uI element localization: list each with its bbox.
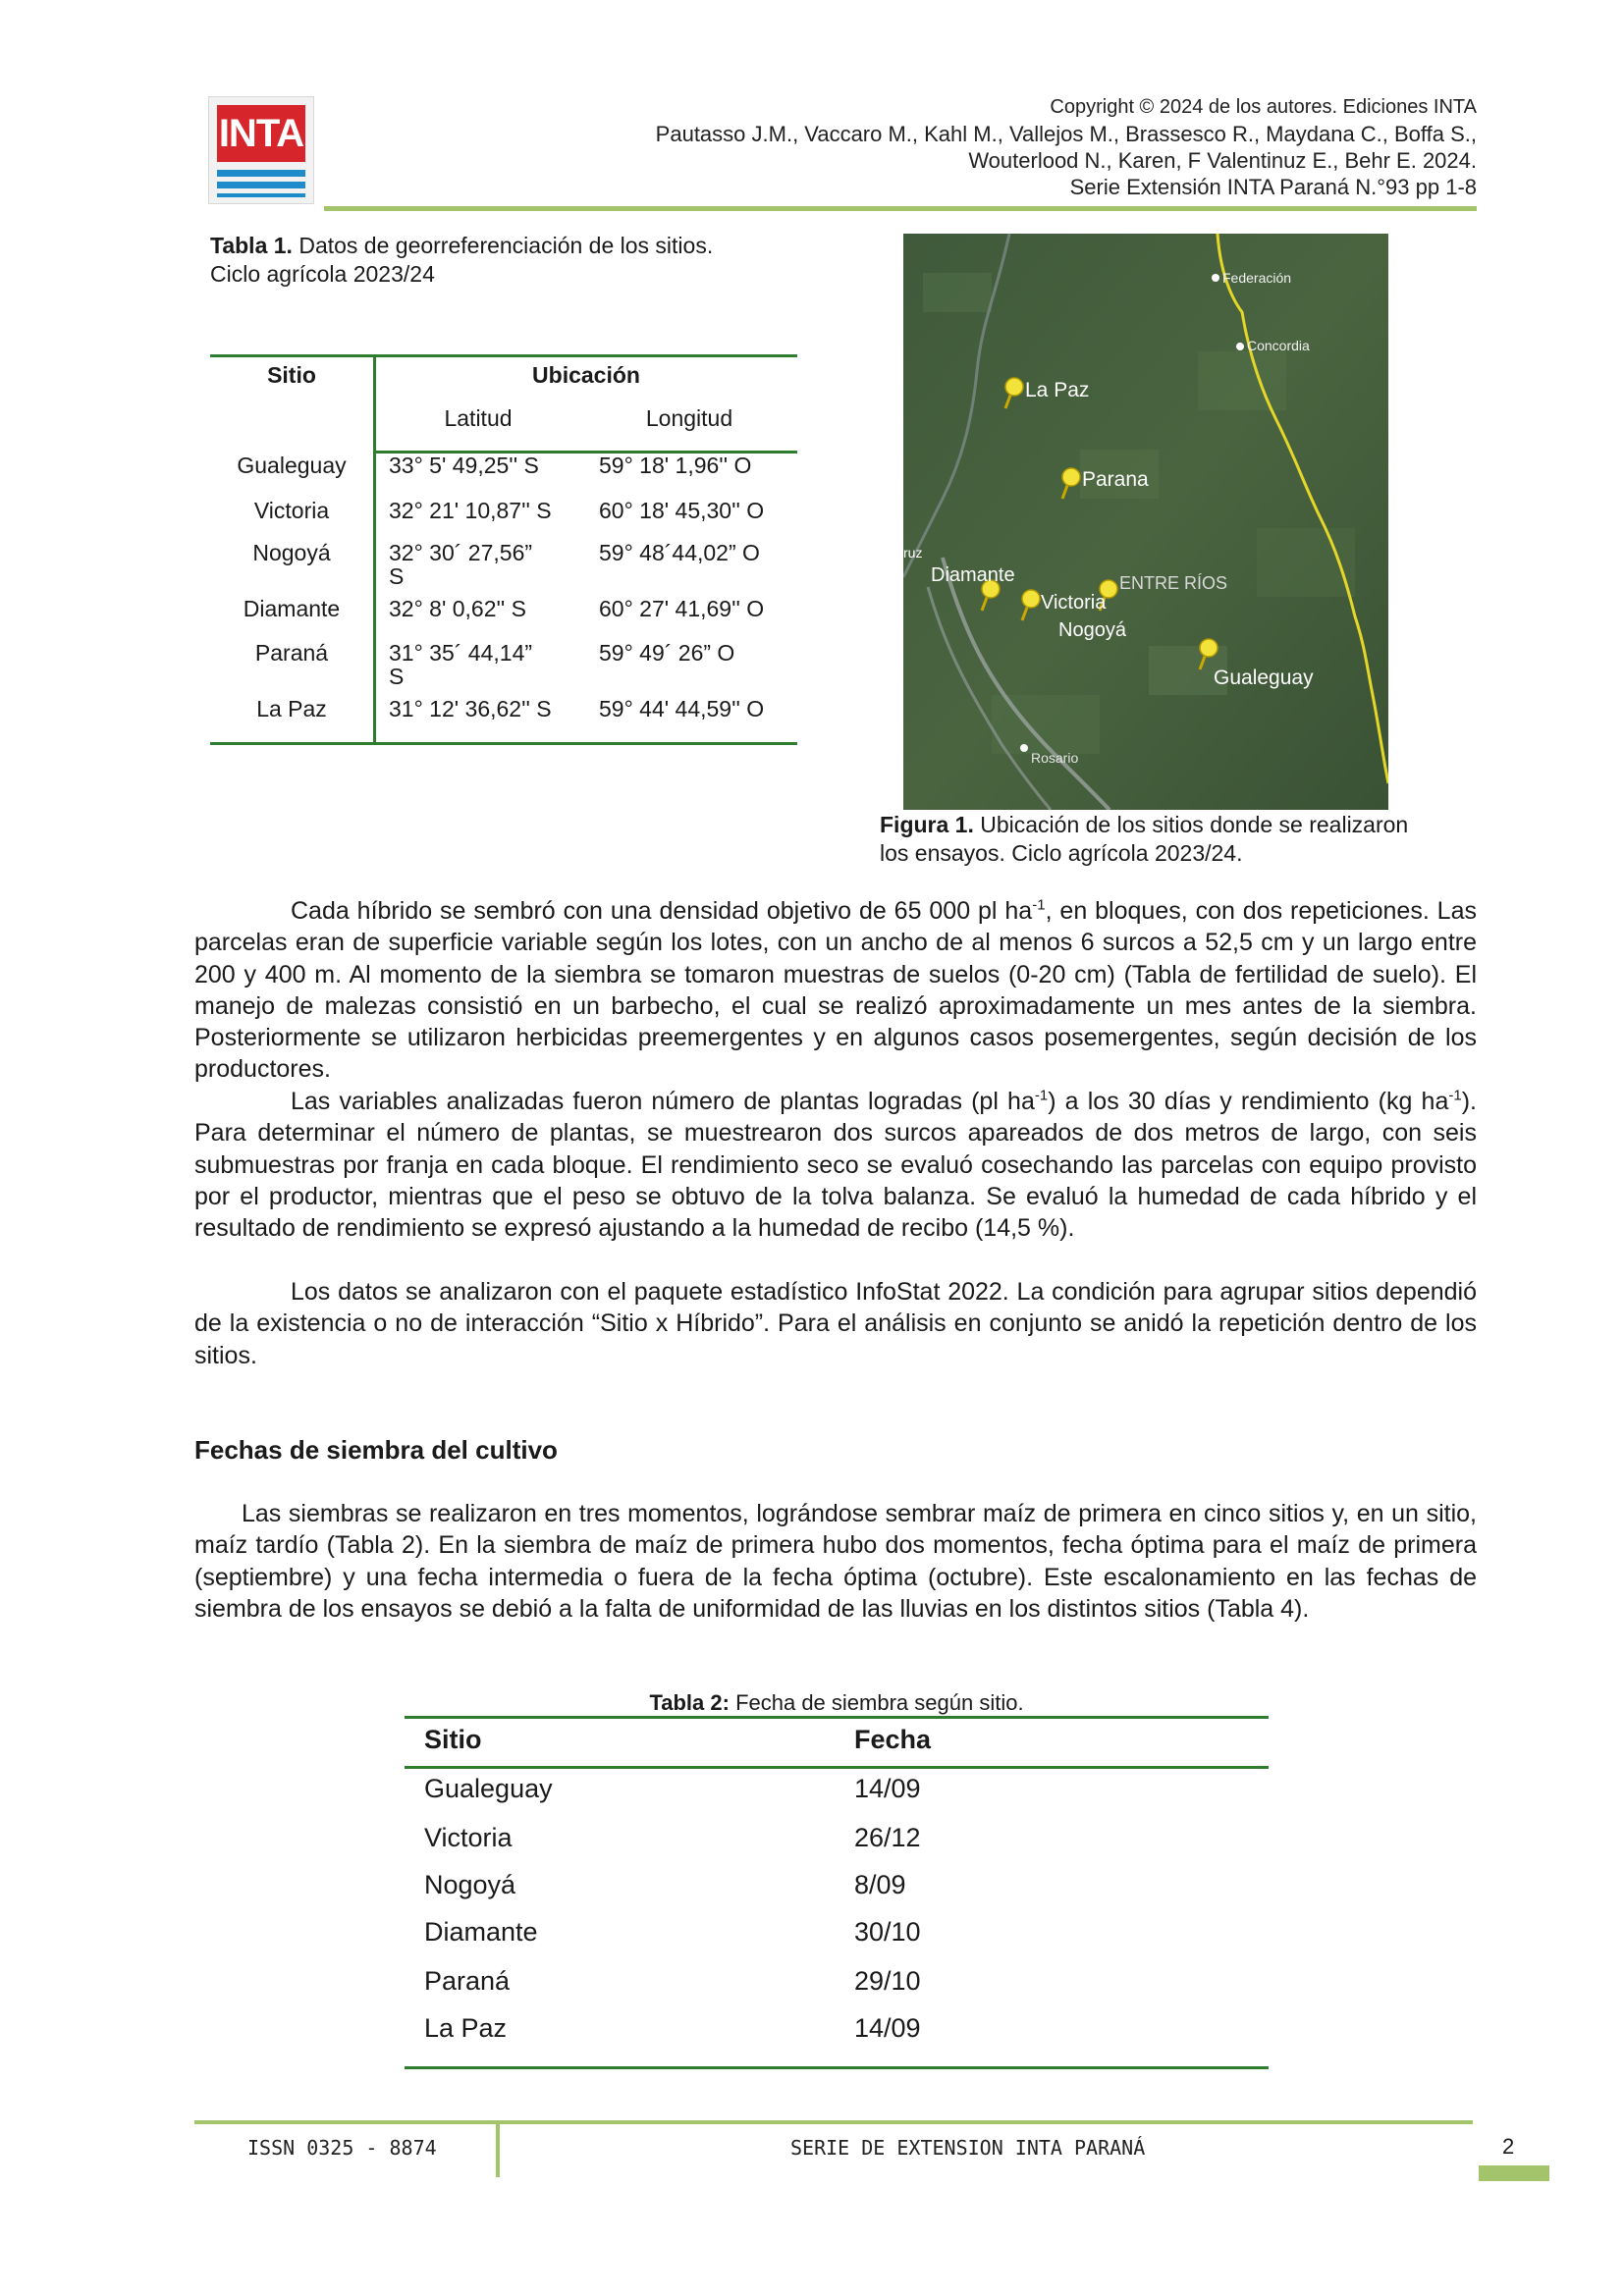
table1-lon: 59° 18' 1,96'' O (599, 453, 752, 478)
table1-top-rule (210, 354, 797, 357)
map-land (903, 234, 1388, 810)
table1-georeference (210, 353, 797, 742)
table2-date: 14/09 (854, 2013, 921, 2043)
logo-stripe (217, 170, 305, 177)
series-line: Serie Extensión INTA Paraná N.°93 pp 1-8 (1069, 175, 1477, 199)
table1-lat-suffix: S (389, 563, 405, 589)
logo-wordmark: INTA (217, 105, 305, 162)
inta-logo (208, 96, 314, 204)
table1-lat: 33° 5' 49,25'' S (389, 453, 539, 478)
map-label-gualeguay: Gualeguay (1214, 667, 1314, 689)
map-label-cruz: ruz (903, 545, 923, 561)
table1-lat: 32° 30´ 27,56” (389, 540, 533, 565)
authors-line-2: Wouterlood N., Karen, F Valentinuz E., Behr E. 2024. (968, 148, 1477, 173)
map-label-nogoya: Nogoyá (1058, 619, 1126, 641)
figure1-caption-text: Ubicación de los sitios donde se realizaron (973, 812, 1409, 837)
map-label-la-paz: La Paz (1025, 379, 1090, 401)
table1-caption-text: Datos de georreferenciación de los sitios. (292, 233, 714, 258)
table1-header-lat: Latitud (444, 405, 513, 431)
satellite-map (903, 234, 1388, 810)
table1-site-parana: Paraná (254, 640, 329, 666)
paragraph-methods-2 (194, 1086, 1477, 1244)
figure1-caption-cycle: los ensayos. Ciclo agrícola 2023/24. (880, 840, 1243, 866)
figure1-caption (880, 811, 1469, 868)
table2-date: 30/10 (854, 1917, 921, 1947)
table2-header-site: Sitio (424, 1725, 482, 1754)
table2-site: Diamante (424, 1917, 538, 1947)
table1-header-location: Ubicación (532, 362, 640, 388)
superscript: -1 (1034, 1087, 1049, 1104)
paragraph-text: ). Para determinar el número de plantas, se muestrearon dos surcos apareados de dos metros de largo, con seis submuestras por franja en cada bloque. El rendimiento seco se evaluó cosechando las parcelas con equipo provisto por el productor, mientras que el peso se obtuvo de la tolva balanza. Se evaluó la humedad de cada híbrido y el resultado de rendimiento se expresó ajustando a la humedad de recibo (14,5 %). (194, 1088, 1477, 1243)
table1-site-gualeguay: Gualeguay (237, 453, 347, 478)
table2-site: Paraná (424, 1966, 511, 1996)
section-title: Fechas de siembra del cultivo (194, 1435, 558, 1465)
table2-caption (405, 1690, 1269, 1716)
table2-site: La Paz (424, 2013, 508, 2043)
table2-site: Victoria (424, 1823, 513, 1852)
logo-stripe (217, 193, 305, 197)
table1-caption (210, 232, 799, 289)
table2-top-rule (405, 1716, 1269, 1719)
logo-stripe (217, 182, 305, 188)
table1-lat-suffix: S (389, 664, 405, 689)
city-dot-rosario (1020, 744, 1028, 752)
map-label-parana: Parana (1082, 468, 1149, 491)
city-dot-federacion (1212, 274, 1219, 282)
table2-date: 26/12 (854, 1823, 921, 1852)
superscript: -1 (1032, 896, 1046, 914)
table2-date: 14/09 (854, 1774, 921, 1803)
map-label-federacion: Federación (1222, 270, 1292, 286)
table2-sowing-dates (405, 1716, 1269, 2069)
footer-issn: ISSN 0325 - 8874 (247, 2136, 437, 2160)
table1-caption-cycle: Ciclo agrícola 2023/24 (210, 261, 435, 287)
table1-lon: 59° 48´44,02” O (599, 540, 760, 565)
table2-bottom-rule (405, 2066, 1269, 2069)
paragraph-text: ) a los 30 días y rendimiento (kg ha (1048, 1088, 1449, 1115)
city-dot-concordia (1236, 343, 1244, 350)
footer-separator (496, 2122, 500, 2177)
table2-site: Nogoyá (424, 1870, 516, 1899)
paragraph-text: Cada híbrido se sembró con una densidad objetivo de 65 000 pl ha (291, 897, 1033, 925)
paragraph-methods-3: Los datos se analizaron con el paquete estadístico InfoStat 2022. La condición para agrupar sitios dependió de la existencia o no de interacción “Sitio x Híbrido”. Para el análisis en conjunto se anidó la repetición dentro de los sitios. (194, 1278, 1477, 1369)
map-label-diamante: Diamante (931, 564, 1015, 586)
paragraph-text: , en bloques, con dos repeticiones. Las parcelas eran de superficie variable según los lotes, con un ancho de al menos 6 surcos a 52,5 cm y un largo entre 200 y 400 m. Al momento de la siembra se tomaron muestras de suelos (0-20 cm) (Tabla de fertilidad de suelo). El manejo de malezas consistió en un barbecho, el cual se realizó aproximadamente un mes antes de la siembra. Posteriormente se utilizaron herbicidas preemergentes y en algunos casos posemergentes, según decisión de los productores. (194, 897, 1477, 1084)
footer-series: SERIE DE EXTENSION INTA PARANÁ (790, 2136, 1146, 2160)
table2-date: 29/10 (854, 1966, 921, 1996)
paragraph-sowing-dates: Las siembras se realizaron en tres momentos, lográndose sembrar maíz de primera en cinco sitios y, en un sitio, maíz tardío (Tabla 2). En la siembra de maíz de primera hubo dos momentos, fecha óptima para el maíz de primera (septiembre) y una fecha intermedia o fuera de la fecha óptima (octubre). Este escalonamiento en las fechas de siembra de los ensayos se debió a la falta de uniformidad de las lluvias en los distintos sitios (Tabla 4). (194, 1500, 1477, 1623)
table2-date: 8/09 (854, 1870, 906, 1899)
table1-lat: 31° 35´ 44,14” (389, 640, 533, 666)
map-label-concordia: Concordia (1247, 338, 1310, 353)
footer-accent-block (1479, 2165, 1549, 2181)
table1-site-lapaz: La Paz (256, 696, 327, 721)
copyright-line: Copyright © 2024 de los autores. Ediciones INTA (1050, 96, 1477, 118)
table2-caption-label: Tabla 2: (649, 1690, 730, 1715)
header-citation (656, 94, 1477, 200)
table1-lon: 59° 44' 44,59'' O (599, 696, 765, 721)
table2-header-rule (405, 1766, 1269, 1769)
footer-divider (194, 2120, 1473, 2124)
table1-lat: 31° 12' 36,62'' S (389, 696, 552, 721)
map-label-rosario: Rosario (1031, 750, 1079, 766)
table1-lat: 32° 8' 0,62'' S (389, 596, 527, 621)
header-divider (324, 206, 1477, 211)
table1-site-victoria: Victoria (253, 498, 330, 523)
superscript: -1 (1448, 1087, 1462, 1104)
table1-site-diamante: Diamante (243, 596, 341, 621)
map-field-patch (1198, 351, 1286, 410)
table1-lon: 59° 49´ 26” O (599, 640, 735, 666)
figure1-label: Figura 1. (880, 812, 974, 837)
table1-lon: 60° 27' 41,69'' O (599, 596, 765, 621)
authors-line-1: Pautasso J.M., Vaccaro M., Kahl M., Vallejos M., Brassesco R., Maydana C., Boffa S., (655, 122, 1477, 146)
map-field-patch (923, 273, 992, 312)
paragraph-text: Las variables analizadas fueron número de plantas logradas (pl ha (291, 1088, 1035, 1115)
table2-site: Gualeguay (424, 1774, 553, 1803)
table1-caption-label: Tabla 1. (210, 233, 293, 258)
map-label-victoria: Victoria (1041, 592, 1107, 614)
page-number: 2 (1502, 2134, 1515, 2159)
paragraph-methods-1 (194, 895, 1477, 1086)
table1-site-nogoya: Nogoyá (252, 540, 331, 565)
table2-caption-text: Fecha de siembra según sitio. (729, 1690, 1024, 1715)
table2-header-date: Fecha (854, 1725, 932, 1754)
map-label-entre-rios: ENTRE RÍOS (1119, 573, 1228, 593)
table1-bottom-rule (210, 742, 797, 745)
table1-header-lon: Longitud (645, 405, 733, 431)
table1-header-site: Sitio (267, 362, 316, 388)
table1-lon: 60° 18' 45,30'' O (599, 498, 765, 523)
table1-lat: 32° 21' 10,87'' S (389, 498, 552, 523)
